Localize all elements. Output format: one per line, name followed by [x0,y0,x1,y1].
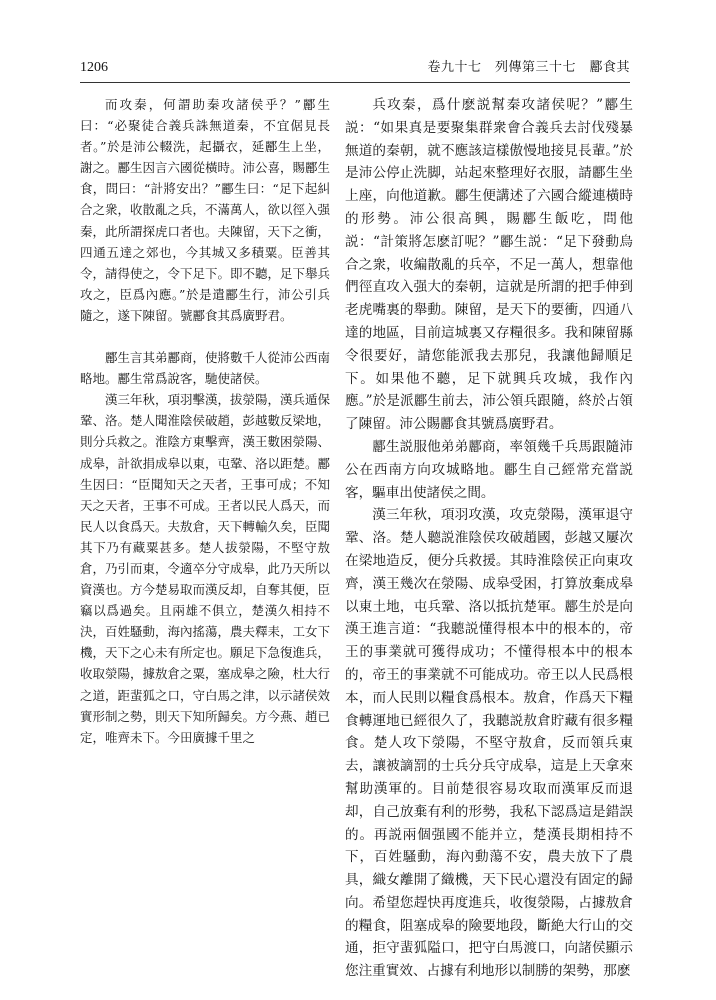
classical-paragraph-2: 酈生言其弟酈商，使將數千人從沛公西南略地。酈生常爲說客，馳使諸侯。 [80,350,330,387]
page-header [80,58,630,78]
header-rule [80,82,630,83]
translation-paragraph-2: 酈生説服他弟弟酈商，率領幾千兵馬跟隨沛公在西南方向攻城略地。酈生自己經常充當説客，驅車出使諸侯之間。 [345,438,633,501]
vernacular-translation-column [345,94,633,983]
classical-paragraph-3: 漢三年秋，項羽擊漢，拔滎陽，漢兵遁保鞏、洛。楚人聞淮陰侯破趙，彭越數反梁地，則分兵救之。淮陰方東擊齊，漢王數困滎陽、成皋，計欲捐成皋以東，屯鞏、洛以距楚。酈生因曰：“臣聞知天之天者，王事可成；不知天之天者，王事不可成。王者以民人爲天，而民人以食爲天。夫敖倉，天下轉輸久矣，臣聞其下乃有藏粟甚多。楚人拔滎陽，不堅守敖倉，乃引而東，令適卒分守成皋，此乃天所以資漢也。方今楚易取而漢反却，自奪其便，臣竊以爲過矣。且兩雄不俱立，楚漢久相持不決，百姓騷動，海內搖蕩，農夫釋耒，工女下機，天下之心未有所定也。願足下急復進兵，收取滎陽，據敖倉之粟，塞成皋之險，杜大行之道，距蜚狐之口，守白馬之津，以示諸侯效實形制之勢，則天下知所歸矣。方今燕、趙已定，唯齊未下。今田廣據千里之 [80,392,330,745]
translation-paragraph-3: 漢三年秋，項羽攻漢，攻克滎陽，漢軍退守鞏、洛。楚人聽説淮陰侯攻破趙國，彭越又屢次在梁地造反，便分兵救援。其時淮陰侯正向東攻齊，漢王幾次在滎陽、成皋受困，打算放棄成皋以東土地，屯兵鞏、洛以抵抗楚軍。酈生於是向漢王進言道：“我聽説懂得根本中的根本的，帝王的事業就可獲得成功；不懂得根本中的根本的，帝王的事業就不可能成功。帝王以人民爲根本，而人民則以糧食爲根本。敖倉，作爲天下糧食轉運地已經很久了，我聽説敖倉貯藏有很多糧食。楚人攻下滎陽，不堅守敖倉，反而領兵東去，讓被謫罰的士兵分兵守成皋，這是上天拿來幫助漢軍的。目前楚很容易攻取而漢軍反而退却，自己放棄有利的形勢，我私下認爲這是錯誤的。再説兩個强國不能并立，楚漢長期相持不下，百姓騷動，海內動蕩不安，農夫放下了農具，織女離開了織機，天下民心還没有固定的歸向。希望您趕快再度進兵，收復滎陽，占據敖倉的糧食，阻塞成皋的險要地段，斷絶大行山的交通，拒守蜚狐隘口，把守白馬渡口，向諸侯顯示您注重實效、占據有利地形以制勝的架勢，那麽 [345,507,633,980]
classical-text-column [80,94,330,748]
running-title: 卷九十七 列傳第三十七 酈食其 [427,60,630,75]
page-number: 1206 [80,60,108,75]
translation-paragraph-1: 兵攻秦，爲什麽説幫秦攻諸侯呢？”酈生説：“如果真是要聚集群衆會合義兵去討伐殘暴無道的秦朝，就不應該這樣傲慢地接見長輩。”於是沛公停止洗脚，站起來整理好衣服，請酈生坐上座，向他道歉。酈生便講述了六國合縱連橫時的形勢。沛公很高興，賜酈生飯吃，問他説：“計策將怎麽訂呢？”酈生説：“足下發動烏合之衆，收編散亂的兵卒，不足一萬人，想靠他們徑直攻入强大的秦朝，這就是所謂的把手伸到老虎嘴裏的舉動。陳留，是天下的要衝，四通八達的地區，目前這城裏又存糧很多。我和陳留縣令很要好，請您能派我去那兒，我讓他歸順足下。如果他不聽，足下就興兵攻城，我作內應。”於是派酈生前去，沛公領兵跟隨，終於占領了陳留。沛公賜酈食其號爲廣野君。 [345,97,633,433]
classical-paragraph-1: 而攻秦，何謂助秦攻諸侯乎？”酈生曰：“必聚徒合義兵誅無道秦，不宜倨見長者。”於是沛公輟洗，起攝衣，延酈生上坐，謝之。酈生因言六國從橫時。沛公喜，賜酈生食，問曰：“計將安出？”酈生曰：“足下起糾合之衆，收散亂之兵，不滿萬人，欲以徑入强秦，此所謂探虎口者也。夫陳留，天下之衝，四通五達之郊也，今其城又多積粟。臣善其令，請得使之，令下足下。即不聽，足下舉兵攻之，臣爲內應。”於是遣酈生行，沛公引兵隨之，遂下陳留。號酈食其爲廣野君。 [80,97,330,323]
